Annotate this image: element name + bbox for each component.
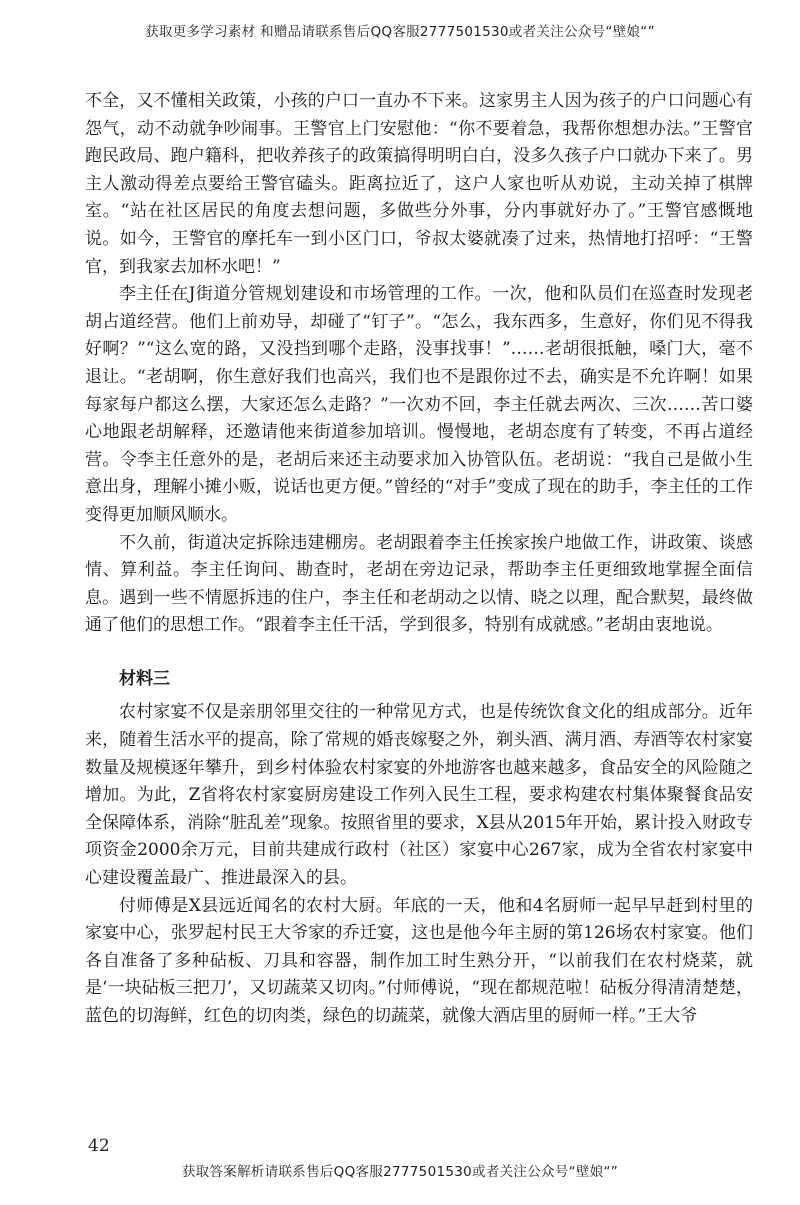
paragraph-continued: 不全，又不懂相关政策，小孩的户口一直办不下来。这家男主人因为孩子的户口问题心有怨气，动不动就争吵闹事。王警官上门安慰他：“你不要着急，我帮你想想办法。”王警官跑民政局、跑户籍科，把收养孩子的政策搞得明明白白，没多久孩子户口就办下来了。男主人激动得差点要给王警官磕头。距离拉近了，这户人家也听从劝说，主动关掉了棋牌室。“站在社区居民的角度去想问题，多做些分外事，分内事就好办了。”王警官感慨地说。如今，王警官的摩托车一到小区门口，爷叔太婆就凑了过来，热情地打招呼：“王警官，到我家去加杯水吧！” [85,91,753,277]
paragraph-demolition: 不久前，街道决定拆除违建棚房。老胡跟着李主任挨家挨户地做工作，讲政策、谈感情、算利益。李主任询问、勘查时，老胡在旁边记录，帮助李主任更细致地掌握全面信息。遇到一些不情愿拆违的住户，李主任和老胡动之以情、晓之以理，配合默契，最终做通了他们的思想工作。“跟着李主任干活，学到很多，特别有成就感。”老胡由衷地说。 [85,532,753,636]
section-heading-material-3: 材料三 [119,668,170,689]
page-number: 42 [88,1136,110,1156]
footer-promo-text: 获取答案解析请联系售后QQ客服2777501530或者关注公众号“壁娘“” [181,1164,619,1180]
document-body [85,88,753,1031]
header-promo-text: 获取更多学习素材 和赠品请联系售后QQ客服2777501530或者关注公众号“壁娘“” [145,24,655,40]
paragraph-li-zhuren: 李主任在J街道分管规划建设和市场管理的工作。一次，他和队员们在巡查时发现老胡占道经营。他们上前劝导，却碰了“钉子”。“怎么，我东西多，生意好，你们见不得我好啊？”“这么宽的路，又没挡到哪个走路，没事找事！”……老胡很抵触，嗓门大，毫不退让。“老胡啊，你生意好我们也高兴，我们也不是跟你过不去，确实是不允许啊！如果每家每户都这么摆，大家还怎么走路？”一次劝不回，李主任就去两次、三次……苦口婆心地跟老胡解释，还邀请他来街道参加培训。慢慢地，老胡态度有了转变，不再占道经营。令李主任意外的是，老胡后来还主动要求加入协管队伍。老胡说：“我自己是做小生意出身，理解小摊小贩，说话也更方便。”曾经的“对手”变成了现在的助手，李主任的工作变得更加顺风顺水。 [85,284,753,525]
paragraph-rural-banquet: 农村家宴不仅是亲朋邻里交往的一种常见方式，也是传统饮食文化的组成部分。近年来，随着生活水平的提高，除了常规的婚丧嫁娶之外，剃头酒、满月酒、寿酒等农村家宴数量及规模逐年攀升，到乡村体验农村家宴的外地游客也越来越多，食品安全的风险随之增加。为此，Z省将农村家宴厨房建设工作列入民生工程，要求构建农村集体聚餐食品安全保障体系，消除“脏乱差”现象。按照省里的要求，X县从2015年开始，累计投入财政专项资金2000余万元，目前共建成行政村（社区）家宴中心267家，成为全省农村家宴中心建设覆盖最广、推进最深入的县。 [85,702,753,889]
paragraph-chef-fu: 付师傅是X县远近闻名的农村大厨。年底的一天，他和4名厨师一起早早赶到村里的家宴中心，张罗起村民王大爷家的乔迁宴，这也是他今年主厨的第126场农村家宴。他们各自准备了多种砧板、刀具和容器，制作加工时生熟分开，“以前我们在农村烧菜，就是‘一块砧板三把刀’，又切蔬菜又切肉。”付师傅说，“现在都规范啦！砧板分得清清楚楚，蓝色的切海鲜，红色的切肉类，绿色的切蔬菜，就像大酒店里的厨师一样。”王大爷 [85,895,753,1026]
